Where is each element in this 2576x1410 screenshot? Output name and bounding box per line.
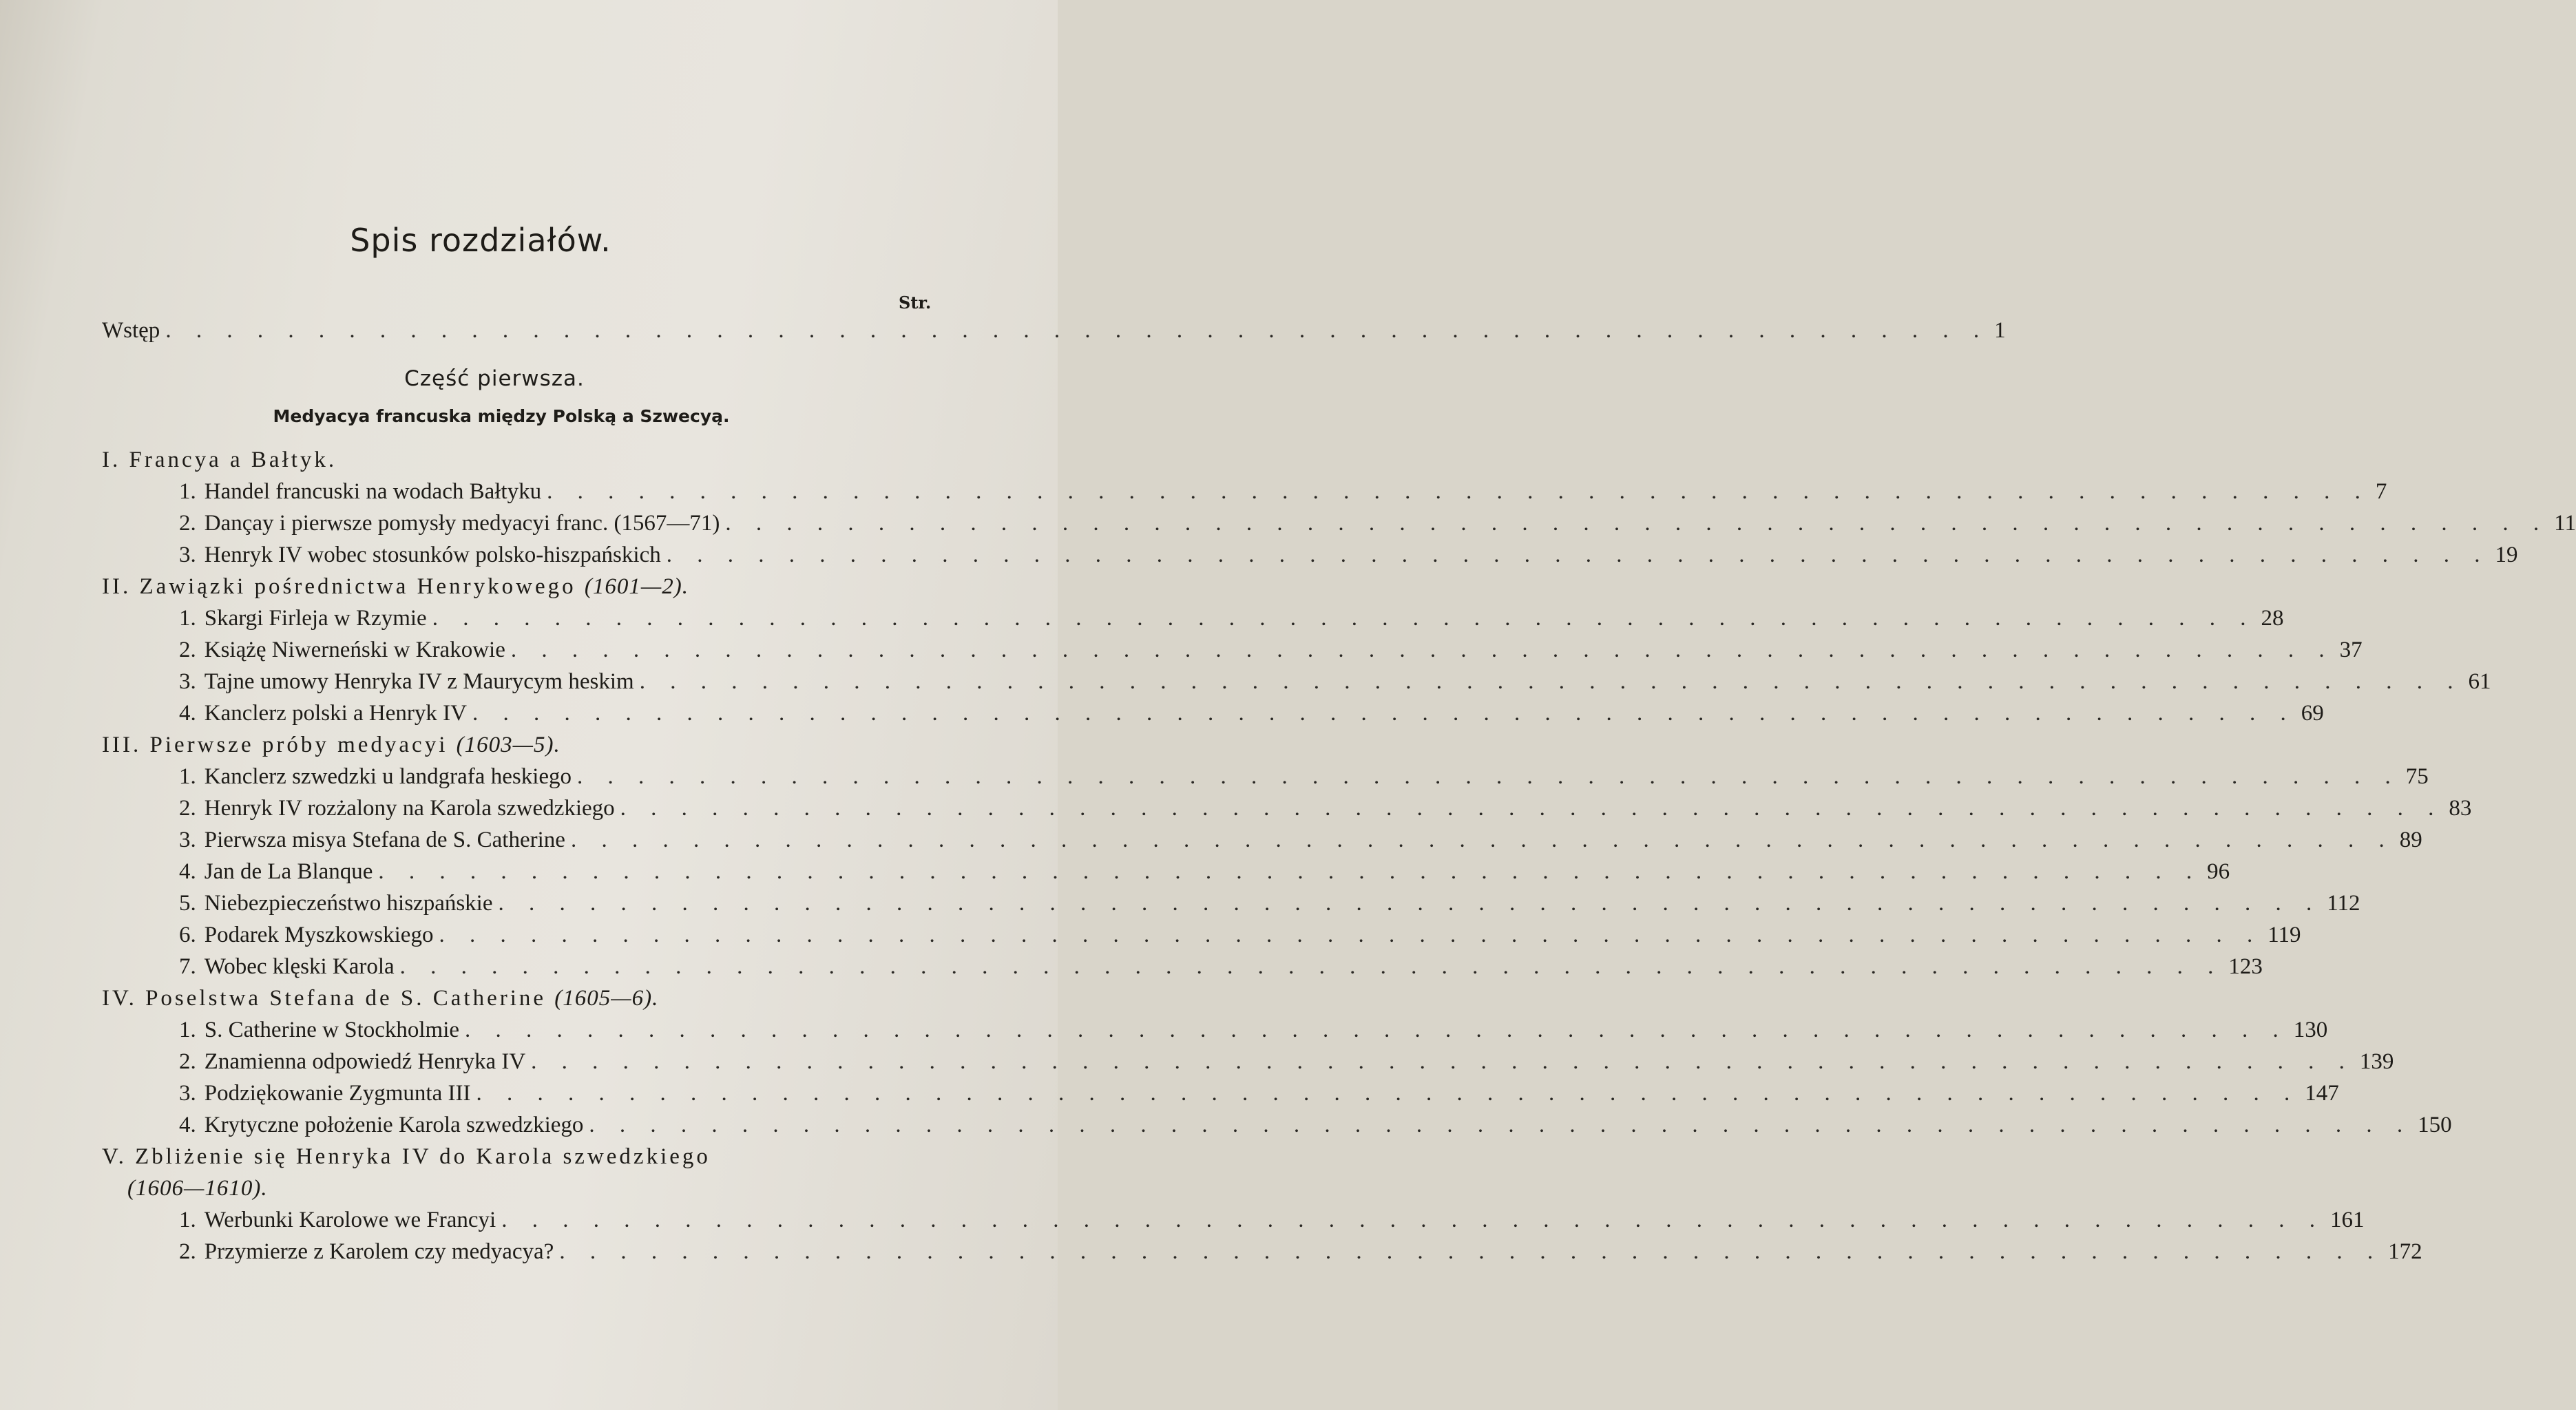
chapter-heading	[102, 986, 658, 1011]
entry-title: Kanclerz polski a Henryk IV	[204, 701, 467, 726]
entry-page-number: 96	[2207, 859, 2230, 884]
toc-entry-row	[179, 1239, 2422, 1265]
entry-number: 4.	[179, 1113, 196, 1137]
entry-number: 5.	[179, 891, 196, 916]
entry-title: Znamienna odpowiedź Henryka IV	[204, 1049, 526, 1074]
entry-number: 1.	[179, 479, 196, 504]
entry-page-number: 19	[2495, 543, 2518, 567]
page-column-label: Str.	[899, 293, 932, 313]
toc-entry-row	[179, 669, 2491, 695]
chapter-dates: (1605—6).	[554, 986, 659, 1011]
dot-leader: . . . . . . . . . . . . . . . . . . . . . . . . . . . . . . . . . . . . . . . . . . . . . . . . . . . . . . . . . . . .	[476, 1081, 2300, 1106]
page-title: Spis rozdziałów.	[350, 222, 611, 259]
entry-title: S. Catherine w Stockholmie	[204, 1018, 460, 1042]
chapter-heading	[102, 1144, 711, 1170]
entry-number: 3.	[179, 1081, 196, 1106]
entry-title: Tajne umowy Henryka IV z Maurycym heskim	[204, 669, 634, 694]
entry-page-number: 150	[2418, 1113, 2452, 1137]
dot-leader: . . . . . . . . . . . . . . . . . . . . . . . . . . . . . . . . . . . . . . . . . . . . . . . . . . . . . . . . . . . .	[510, 638, 2334, 662]
entry-title: Przymierze z Karolem czy medyacya?	[204, 1239, 554, 1264]
chapter-heading	[102, 574, 689, 600]
chapter-heading	[102, 733, 561, 758]
toc-entry-row	[179, 1208, 2365, 1233]
toc-entry-row	[179, 891, 2360, 916]
intro-label: Wstęp	[102, 318, 160, 343]
entry-title: Podziękowanie Zygmunta III	[204, 1081, 471, 1106]
entry-page-number: 61	[2468, 669, 2491, 694]
entry-title: Skargi Firleja w Rzymie	[204, 606, 427, 631]
dot-leader: . . . . . . . . . . . . . . . . . . . . . . . . . . . . . . . . . . . . . . . . . . . . . . . . . . . . . . . . . . . .	[165, 318, 1989, 343]
entry-page-number: 75	[2405, 764, 2429, 789]
chapter-dates: (1606—1610).	[127, 1176, 268, 1201]
entry-number: 4.	[179, 859, 196, 884]
chapter-title: V. Zbliżenie się Henryka IV do Karola szwedzkiego	[102, 1144, 711, 1169]
entry-title: Dançay i pierwsze pomysły medyacyi franc. (1567—71)	[204, 511, 720, 536]
dot-leader: . . . . . . . . . . . . . . . . . . . . . . . . . . . . . . . . . . . . . . . . . . . . . . . . . . . . . . . . . . . .	[465, 1018, 2288, 1042]
entry-title: Henryk IV rozżalony na Karola szwedzkiego	[204, 796, 615, 821]
dot-leader: . . . . . . . . . . . . . . . . . . . . . . . . . . . . . . . . . . . . . . . . . . . . . . . . . . . . . . . . . . . .	[399, 954, 2223, 979]
entry-page-number: 139	[2359, 1049, 2394, 1074]
toc-entry-row	[179, 796, 2472, 821]
dot-leader: . . . . . . . . . . . . . . . . . . . . . . . . . . . . . . . . . . . . . . . . . . . . . . . . . . . . . . . . . . . .	[620, 796, 2444, 821]
dot-leader: . . . . . . . . . . . . . . . . . . . . . . . . . . . . . . . . . . . . . . . . . . . . . . . . . . . . . . . . . . . .	[432, 606, 2256, 631]
entry-number: 1.	[179, 1208, 196, 1232]
toc-entry-row	[179, 511, 2576, 536]
dot-leader: . . . . . . . . . . . . . . . . . . . . . . . . . . . . . . . . . . . . . . . . . . . . . . . . . . . . . . . . . . . .	[577, 764, 2400, 789]
toc-entry-row	[179, 1049, 2394, 1075]
entry-number: 2.	[179, 1239, 196, 1264]
dot-leader: . . . . . . . . . . . . . . . . . . . . . . . . . . . . . . . . . . . . . . . . . . . . . . . . . . . . . . . . . . . .	[531, 1049, 2354, 1074]
chapter-dates: (1603—5).	[456, 733, 561, 757]
toc-entry-row	[179, 764, 2429, 790]
toc-entry-row	[179, 859, 2230, 885]
toc-entry-row	[179, 828, 2422, 853]
entry-page-number: 69	[2301, 701, 2324, 726]
entry-page-number: 119	[2268, 923, 2301, 947]
dot-leader: . . . . . . . . . . . . . . . . . . . . . . . . . . . . . . . . . . . . . . . . . . . . . . . . . . . . . . . . . . . .	[547, 479, 2370, 504]
entry-page-number: 89	[2399, 828, 2422, 852]
dot-leader: . . . . . . . . . . . . . . . . . . . . . . . . . . . . . . . . . . . . . . . . . . . . . . . . . . . . . . . . . . . .	[472, 701, 2296, 726]
toc-entry-row	[179, 1018, 2328, 1043]
entry-page-number: 112	[2327, 891, 2360, 916]
toc-entry-row	[179, 638, 2363, 663]
dot-leader: . . . . . . . . . . . . . . . . . . . . . . . . . . . . . . . . . . . . . . . . . . . . . . . . . . . . . . . . . . . .	[501, 1208, 2325, 1232]
toc-entry-row	[179, 954, 2263, 980]
entry-page-number: 28	[2261, 606, 2284, 631]
part-subtitle: Medyacya francuska między Polską a Szwecyą.	[273, 406, 730, 426]
entry-number: 4.	[179, 701, 196, 726]
entry-number: 2.	[179, 1049, 196, 1074]
dot-leader: . . . . . . . . . . . . . . . . . . . . . . . . . . . . . . . . . . . . . . . . . . . . . . . . . . . . . . . . . . . .	[498, 891, 2322, 916]
entry-page-number: 37	[2339, 638, 2363, 662]
toc-entry-row	[179, 606, 2284, 631]
entry-number: 7.	[179, 954, 196, 979]
dot-leader: . . . . . . . . . . . . . . . . . . . . . . . . . . . . . . . . . . . . . . . . . . . . . . . . . . . . . . . . . . . .	[378, 859, 2202, 884]
entry-title: Jan de La Blanque	[204, 859, 373, 884]
entry-page-number: 172	[2388, 1239, 2422, 1264]
entry-number: 3.	[179, 543, 196, 567]
entry-title: Wobec klęski Karola	[204, 954, 395, 979]
entry-page-number: 161	[2329, 1208, 2365, 1232]
entry-number: 3.	[179, 828, 196, 852]
toc-entry-row	[179, 1081, 2339, 1106]
chapter-heading	[102, 448, 337, 473]
chapter-dates: (1601—2).	[584, 574, 689, 599]
entry-page-number: 83	[2449, 796, 2472, 821]
entry-title: Werbunki Karolowe we Francyi	[204, 1208, 496, 1232]
toc-entry-row	[179, 923, 2301, 948]
entry-title: Niebezpieczeństwo hiszpańskie	[204, 891, 493, 916]
chapter-dates-line	[127, 1176, 268, 1201]
entry-number: 2.	[179, 638, 196, 662]
dot-leader: . . . . . . . . . . . . . . . . . . . . . . . . . . . . . . . . . . . . . . . . . . . . . . . . . . . . . . . . . . . .	[666, 543, 2490, 567]
entry-number: 6.	[179, 923, 196, 947]
chapter-title: I. Francya a Bałtyk.	[102, 448, 337, 472]
entry-number: 3.	[179, 669, 196, 694]
entry-page-number: 11	[2554, 511, 2576, 536]
entry-number: 1.	[179, 606, 196, 631]
chapter-title: II. Zawiązki pośrednictwa Henrykowego	[102, 574, 576, 599]
entry-page-number: 7	[2375, 479, 2387, 504]
entry-title: Książę Niwerneński w Krakowie	[204, 638, 505, 662]
dot-leader: . . . . . . . . . . . . . . . . . . . . . . . . . . . . . . . . . . . . . . . . . . . . . . . . . . . . . . . . . . . .	[570, 828, 2394, 852]
entry-title: Handel francuski na wodach Bałtyku	[204, 479, 542, 504]
entry-title: Podarek Myszkowskiego	[204, 923, 434, 947]
entry-number: 2.	[179, 511, 196, 536]
entry-title: Krytyczne położenie Karola szwedzkiego	[204, 1113, 584, 1137]
entry-page-number: 147	[2305, 1081, 2339, 1106]
toc-intro-row	[102, 318, 2006, 344]
entry-page-number: 130	[2293, 1018, 2328, 1042]
entry-number: 2.	[179, 796, 196, 821]
chapter-title: III. Pierwsze próby medyacyi	[102, 733, 448, 757]
entry-title: Pierwsza misya Stefana de S. Catherine	[204, 828, 565, 852]
toc-entry-row	[179, 543, 2518, 568]
toc-entry-row	[179, 1113, 2452, 1138]
dot-leader: . . . . . . . . . . . . . . . . . . . . . . . . . . . . . . . . . . . . . . . . . . . . . . . . . . . . . . . . . . . .	[439, 923, 2263, 947]
toc-entry-row	[179, 479, 2387, 505]
dot-leader: . . . . . . . . . . . . . . . . . . . . . . . . . . . . . . . . . . . . . . . . . . . . . . . . . . . . . . . . . . . .	[559, 1239, 2383, 1264]
chapter-title: IV. Poselstwa Stefana de S. Catherine	[102, 986, 547, 1011]
entry-title: Kanclerz szwedzki u landgrafa heskiego	[204, 764, 572, 789]
entry-title: Henryk IV wobec stosunków polsko-hiszpańskich	[204, 543, 661, 567]
dot-leader: . . . . . . . . . . . . . . . . . . . . . . . . . . . . . . . . . . . . . . . . . . . . . . . . . . . . . . . . . . . .	[589, 1113, 2413, 1137]
entry-number: 1.	[179, 1018, 196, 1042]
entry-number: 1.	[179, 764, 196, 789]
part-title: Część pierwsza.	[404, 366, 585, 391]
intro-page-number: 1	[1994, 318, 2006, 343]
dot-leader: . . . . . . . . . . . . . . . . . . . . . . . . . . . . . . . . . . . . . . . . . . . . . . . . . . . . . . . . . . . .	[725, 511, 2549, 536]
toc-entry-row	[179, 701, 2324, 726]
dot-leader: . . . . . . . . . . . . . . . . . . . . . . . . . . . . . . . . . . . . . . . . . . . . . . . . . . . . . . . . . . . .	[639, 669, 2463, 694]
entry-page-number: 123	[2228, 954, 2263, 979]
